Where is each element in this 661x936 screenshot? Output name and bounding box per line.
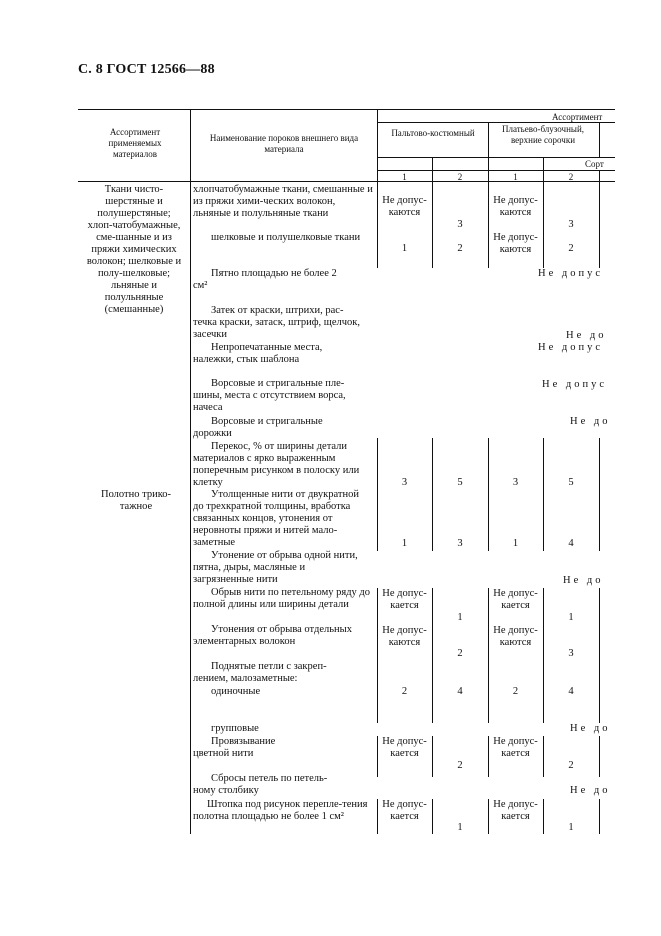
- span-note: Не до: [563, 575, 604, 586]
- group-underline: [377, 157, 615, 158]
- body-divider: [599, 438, 600, 551]
- defect-text: Сбросы петель по петель-ному столбику: [193, 773, 328, 796]
- value-cell: 2: [457, 760, 463, 771]
- value-cell: Не допус-каются: [493, 195, 538, 218]
- value-cell: 2: [568, 243, 574, 254]
- defect-text: Перекос, % от ширины детали материалов с ярко выраженным поперечным рисунком в полоску или клетку: [193, 441, 360, 488]
- body-divider: [543, 438, 544, 551]
- defect-text: Ворсовые и стригальные пле-шины, места с отсутствием ворса, начеса: [193, 378, 346, 413]
- sort-number: 1: [513, 172, 518, 182]
- value-cell: 5: [457, 477, 463, 488]
- value-cell: Не допус-кается: [493, 799, 538, 822]
- value-cell: Не допус-каются: [493, 232, 538, 255]
- value-cell: 1: [457, 822, 463, 833]
- value-cell: Не допус-каются: [493, 625, 538, 648]
- assortment-header: Ассортимент: [552, 112, 603, 122]
- body-divider: [599, 799, 600, 834]
- value-cell: 1: [457, 612, 463, 623]
- span-note: Не допус: [538, 342, 603, 353]
- value-cell: 1: [512, 538, 519, 549]
- defect-text: одиночные: [211, 686, 261, 697]
- value-cell: 2: [512, 686, 519, 697]
- col1-header: Ассортимент применяемых материалов: [108, 127, 162, 159]
- value-cell: Не допус-кается: [493, 588, 538, 611]
- value-cell: 3: [457, 538, 463, 549]
- value-cell: 2: [457, 648, 463, 659]
- value-cell: Не допус-кается: [382, 799, 427, 822]
- value-cell: 3: [512, 477, 519, 488]
- body-divider: [599, 736, 600, 777]
- body-divider: [599, 182, 600, 268]
- defect-text: Затек от краски, штрихи, рас-течка краски, затаск, штриф, щелчок, засечки: [193, 305, 361, 340]
- defect-text: Утолщенные нити от двукратной до трехкратной толщины, вработка связанных концов, утонения от неровноты пряжи и нитей мало-заметные: [193, 489, 359, 548]
- value-cell: 3: [457, 219, 463, 230]
- value-cell: 3: [568, 219, 574, 230]
- value-cell: Не допус-кается: [382, 736, 427, 759]
- page-header: С. 8 ГОСТ 12566—88: [78, 62, 215, 77]
- defect-text: Пятно площадью не более 2 см²: [193, 268, 337, 291]
- body-divider: [377, 438, 378, 551]
- defect-text: Утонения от обрыва отдельных элементарных волокон: [193, 624, 352, 647]
- value-cell: 4: [568, 686, 574, 697]
- body-divider: [488, 438, 489, 551]
- span-note: Не до: [570, 723, 611, 734]
- body-divider: [599, 588, 600, 723]
- value-cell: Не допус-кается: [382, 588, 427, 611]
- defect-text: шелковые и полушелковые ткани: [211, 232, 361, 243]
- group2-header: Платьево-блузочный, верхние сорочки: [501, 124, 585, 145]
- sort-header: Сорт: [585, 159, 604, 169]
- defect-text: Непропечатанные места, належки, стык шаблона: [193, 342, 323, 365]
- sort-number: 2: [457, 172, 463, 182]
- value-cell: Не допус-каются: [382, 625, 427, 648]
- col2-header: Наименование пороков внешнего вида материала: [209, 133, 359, 154]
- defect-text: хлопчатобумажные ткани, смешанные и из пряжи хими-ческих волокон, льняные и полульняные ткани: [193, 184, 373, 219]
- material-group-a: Ткани чисто-шерстяные и полушерстяные; хлоп-чатобумажные, сме-шанные и из пряжи химических волокон; шелковые и полу-шелковые; льняные и полульняные (смешанные): [86, 184, 182, 315]
- body-divider: [432, 438, 433, 551]
- value-cell: 1: [568, 822, 574, 833]
- group1-header: Пальтово-костюмный: [391, 128, 475, 138]
- col-divider-1: [190, 109, 191, 834]
- value-cell: 2: [568, 760, 574, 771]
- table-top-border: [78, 109, 615, 110]
- value-cell: 3: [401, 477, 408, 488]
- material-group-b: Полотно трико-тажное: [100, 489, 172, 512]
- sort-number: 1: [402, 172, 407, 182]
- value-cell: 1: [401, 243, 408, 254]
- value-cell: Не допус-каются: [382, 195, 427, 218]
- value-cell: 2: [457, 243, 463, 254]
- span-note: Не до: [570, 416, 611, 427]
- col-divider-s3: [599, 170, 600, 182]
- defect-text: Ворсовые и стригальные дорожки: [193, 416, 323, 439]
- span-note: Не допус: [542, 379, 607, 390]
- value-cell: 1: [568, 612, 574, 623]
- value-cell: 3: [568, 648, 574, 659]
- value-cell: Не допус-кается: [493, 736, 538, 759]
- span-note: Не допус: [538, 268, 603, 279]
- span-note: Не до: [570, 785, 611, 796]
- defect-text: Штопка под рисунок перепле-тения полотна площадью не более 1 см²: [193, 799, 368, 822]
- sort-number: 2: [568, 172, 574, 182]
- value-cell: 5: [568, 477, 574, 488]
- value-cell: 1: [401, 538, 408, 549]
- col-divider-4: [599, 122, 600, 157]
- defect-text: групповые: [211, 723, 259, 734]
- value-cell: 2: [401, 686, 408, 697]
- defect-text: Утонение от обрыва одной нити, пятна, дыры, масляные и загрязненные нити: [193, 550, 358, 585]
- sort-underline: [377, 170, 615, 171]
- defect-text: Провязывание цветной нити: [193, 736, 276, 759]
- value-cell: 4: [457, 686, 463, 697]
- value-cell: 4: [568, 538, 574, 549]
- defect-text: Поднятые петли с закреп-лением, малозаметные:: [193, 661, 327, 684]
- span-note: Не до: [566, 330, 607, 341]
- defect-text: Обрыв нити по петельному ряду до полной длины или ширины детали: [193, 587, 371, 610]
